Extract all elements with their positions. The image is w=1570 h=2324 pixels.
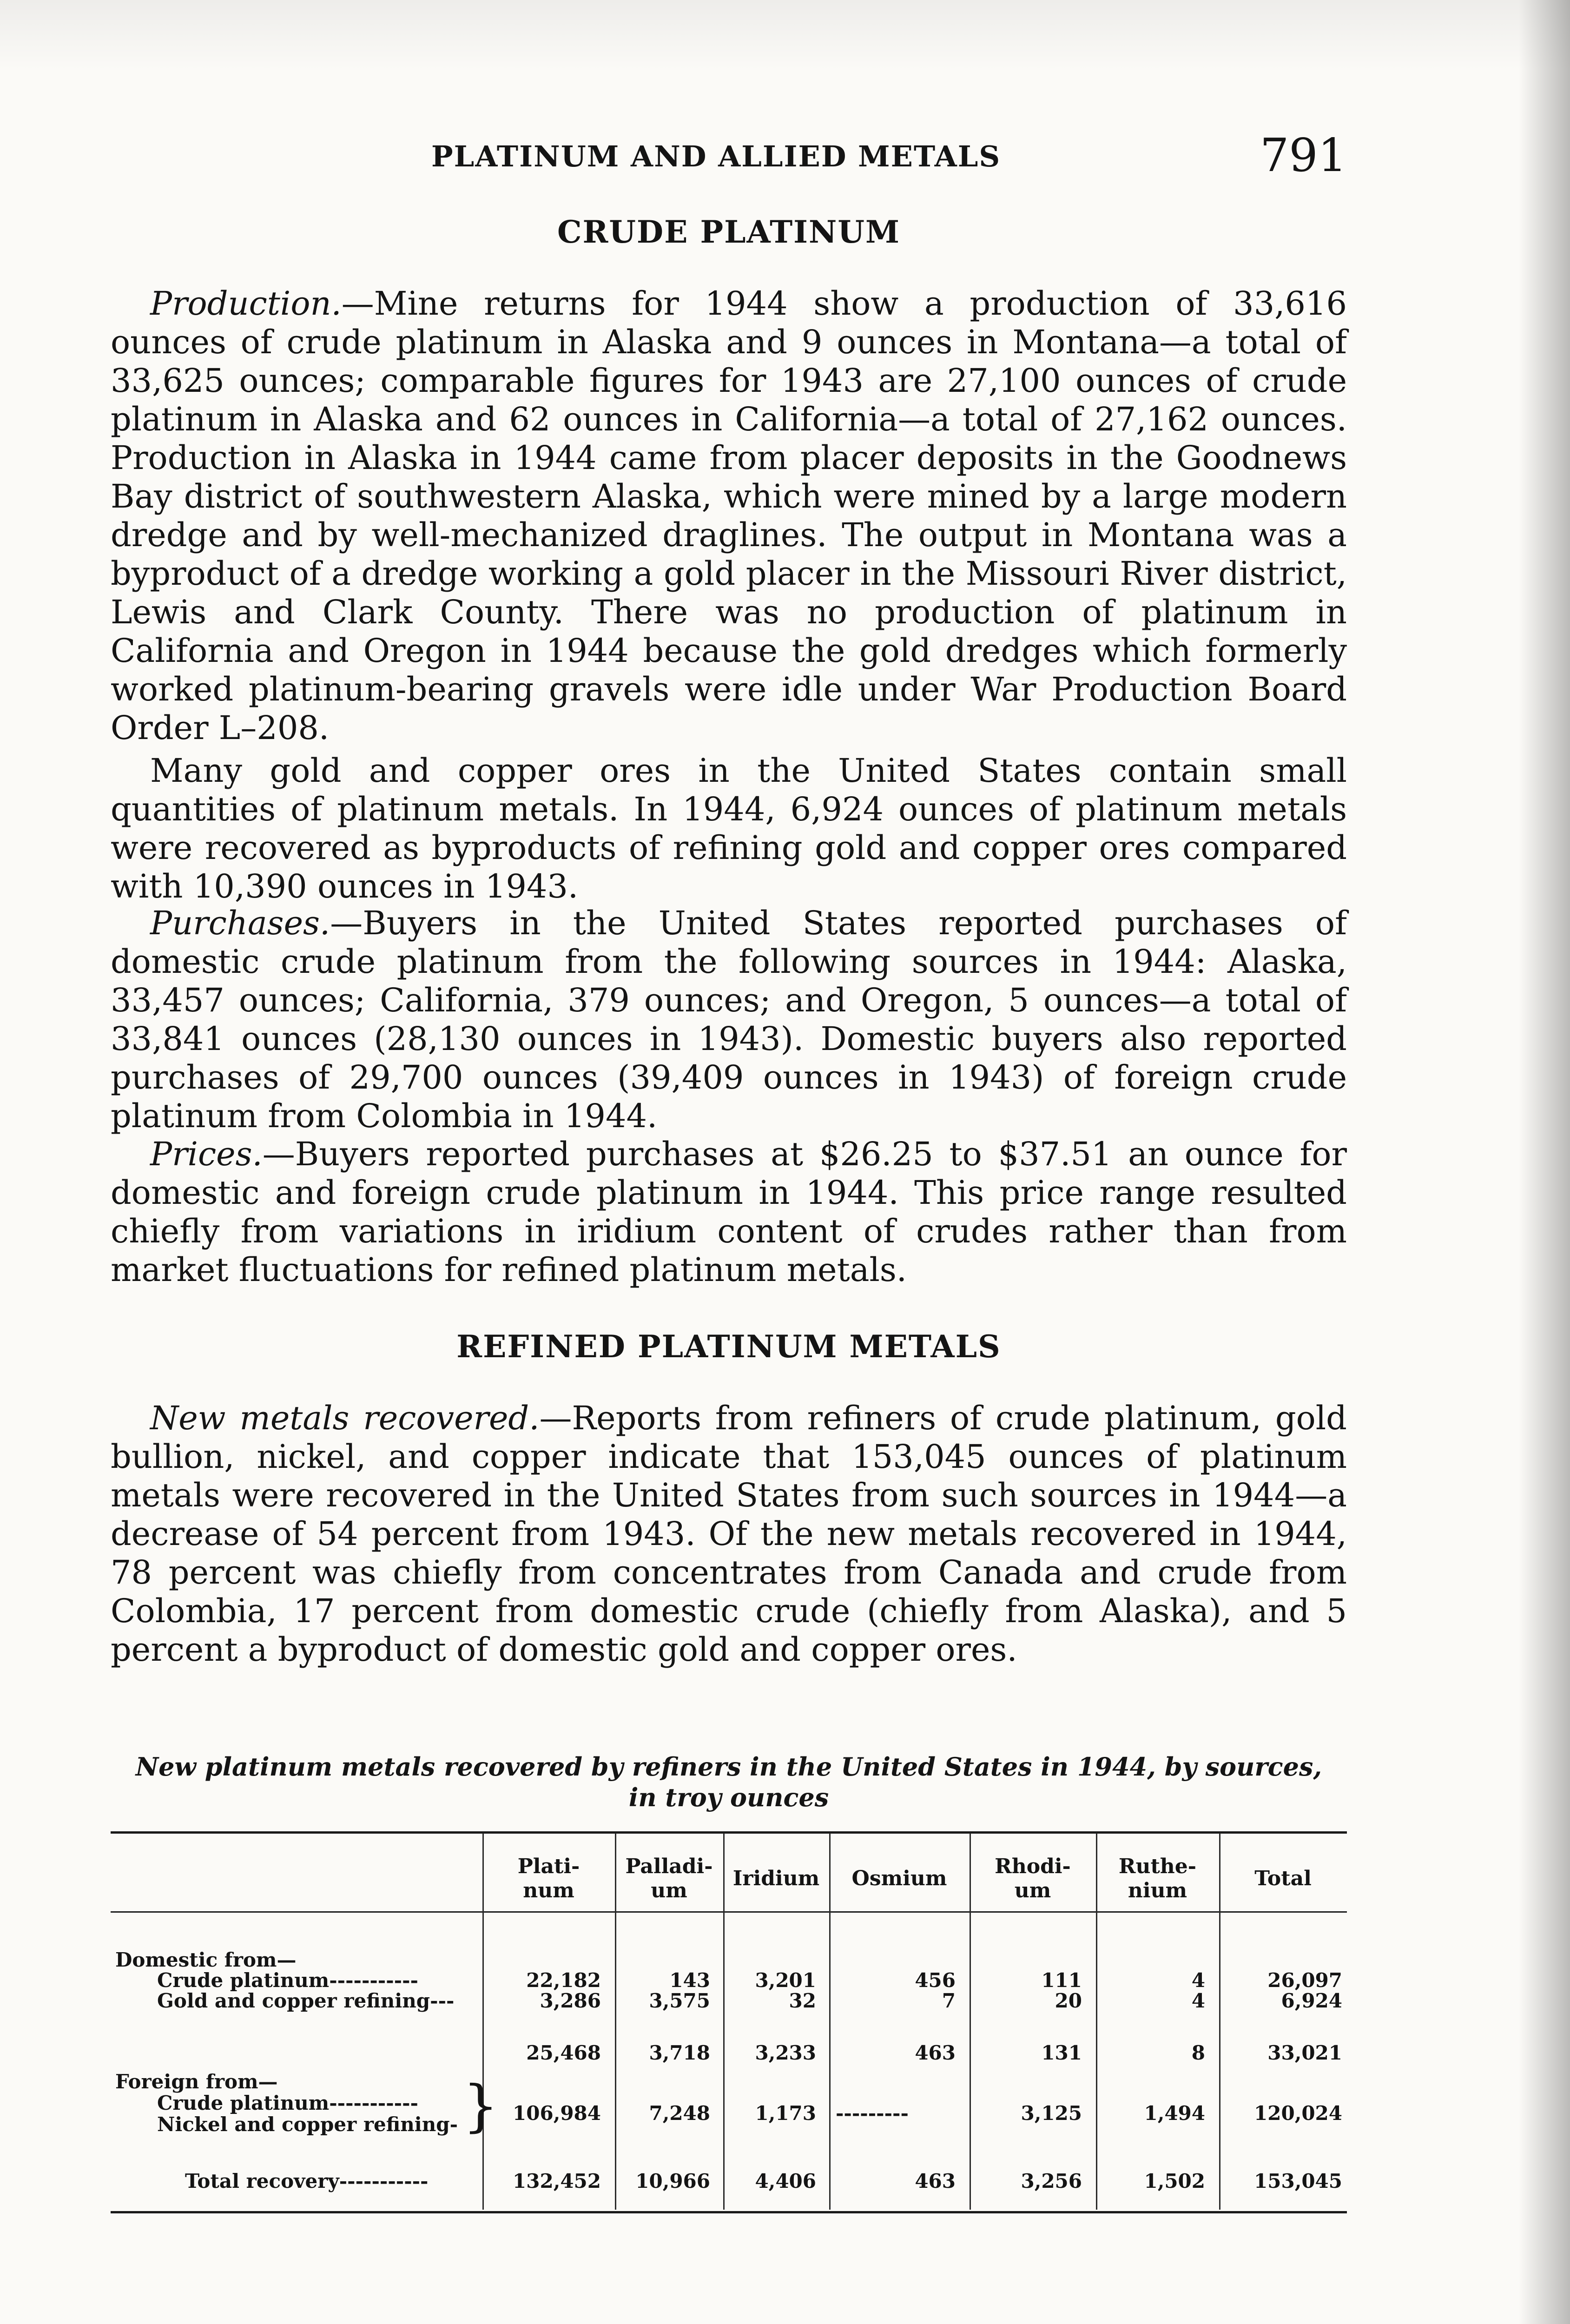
cell-value: 120,024	[1254, 2102, 1342, 2125]
cell-value: 8	[1191, 2041, 1205, 2064]
cell-value: 143	[669, 1969, 710, 1992]
running-title: PLATINUM AND ALLIED METALS	[431, 139, 1001, 173]
row-label-foreign-nickel	[157, 2113, 464, 2136]
col-header-platinum	[482, 1855, 615, 1903]
section-heading-refined: REFINED PLATINUM METALS	[456, 1328, 1001, 1365]
cell-value: 3,233	[755, 2041, 816, 2064]
table-top-rule	[111, 1831, 1347, 1834]
row-label-text: Total recovery	[185, 2170, 339, 2192]
row-label-text: Nickel and copper refining	[157, 2113, 450, 2136]
cell-value: 32	[789, 1989, 816, 2012]
cell-value: 3,201	[755, 1969, 816, 1992]
cell-value: 3,125	[1021, 2102, 1082, 2125]
cell-value: 1,494	[1144, 2102, 1205, 2125]
paragraph-prices	[111, 1135, 1347, 1289]
cell-value: 1,502	[1144, 2170, 1205, 2192]
col-header-palladium-line2: um	[651, 1879, 687, 1902]
running-head	[111, 129, 1347, 180]
page	[111, 0, 1347, 2324]
leader-dots: -----------	[329, 2092, 418, 2114]
cell-value: 26,097	[1267, 1969, 1342, 1992]
lead-new-metals: New metals recovered.	[150, 1399, 540, 1437]
paragraph-production	[111, 284, 1347, 747]
table-header-rule	[111, 1911, 1347, 1913]
row-label-text: Crude platinum	[157, 2092, 330, 2114]
row-label-total	[185, 2170, 473, 2193]
cell-value: 7,248	[649, 2102, 710, 2125]
leader-dots: ---	[430, 1989, 455, 2012]
text-production: —Mine returns for 1944 show a production of 33,616 ounces of crude platinum in Alaska and 9 ounces in Montana—a total of 33,625 ounces; comparable figures for 1943 are 27,100 ounces of crude platinum in Alaska and 62 ounces in California—a total of 27,162 ounces. Production in Alaska in 1944 came from placer deposits in the Goodnews Bay district of southwestern Alaska, which were mined by a large modern dredge and by well-mechanized draglines. The output in Montana was a byproduct of a dredge working a gold placer in the Missouri River district, Lewis and Clark County. There was no production of platinum in California and Oregon in 1944 because the gold dredges which formerly worked platinum-bearing gravels were idle under War Production Board Order L–208.	[111, 284, 1347, 747]
cell-value: 153,045	[1254, 2170, 1342, 2192]
lead-purchases: Purchases.	[150, 904, 330, 942]
leader-dots: -	[449, 2113, 458, 2136]
text-purchases: —Buyers in the United States reported purchases of domestic crude platinum from the following sources in 1944: Alaska, 33,457 ounces; California, 379 ounces; and Oregon, 5 ounces—a total of 33,841 ounces (28,130 ounces in 1943). Domestic buyers also reported purchases of 29,700 ounces (39,409 ounces in 1943) of foreign crude platinum from Colombia in 1944.	[111, 904, 1347, 1135]
brace-symbol: }	[463, 2074, 499, 2139]
cell-value: 7	[942, 1989, 956, 2012]
cell-value: 4,406	[755, 2170, 816, 2192]
col-header-iridium: Iridium	[732, 1867, 820, 1890]
row-label-foreign-crude	[157, 2092, 464, 2115]
col-header-palladium-line1: Palladi-	[625, 1855, 713, 1878]
cell-value: 456	[915, 1969, 956, 1992]
cell-value: 22,182	[526, 1969, 601, 1992]
page-number: 791	[1260, 129, 1347, 182]
table-caption-line2: in troy ounces	[628, 1783, 829, 1812]
lead-prices: Prices.	[150, 1135, 263, 1173]
row-label-text: Gold and copper refining	[157, 1989, 430, 2012]
text-ores: Many gold and copper ores in the United States contain small quantities of platinum metals. In 1944, 6,924 ounces of platinum metals were recovered as byproducts of refining gold and copper ores compared with 10,390 ounces in 1943.	[111, 752, 1347, 905]
cell-value: 106,984	[513, 2102, 601, 2125]
cell-value: 3,256	[1021, 2170, 1082, 2192]
cell-value: 463	[915, 2041, 956, 2064]
group-label-domestic: Domestic from—	[115, 1948, 297, 1971]
cell-value: 6,924	[1281, 1989, 1342, 2012]
col-header-ruthenium	[1096, 1855, 1219, 1903]
cell-value: 33,021	[1267, 2041, 1342, 2064]
col-header-rhodium-line1: Rhodi-	[995, 1855, 1071, 1878]
cell-value: 1,173	[755, 2102, 816, 2125]
scan-right-edge-shading	[1519, 0, 1570, 2324]
section-heading-crude: CRUDE PLATINUM	[557, 214, 900, 250]
row-label-text: Crude platinum	[157, 1969, 330, 1992]
col-header-rhodium	[970, 1855, 1096, 1903]
col-header-total: Total	[1254, 1867, 1312, 1890]
paragraph-purchases	[111, 904, 1347, 1136]
cell-value: 4	[1191, 1969, 1205, 1992]
cell-value: 3,575	[649, 1989, 710, 2012]
col-header-palladium	[615, 1855, 723, 1903]
col-header-ruthenium-line1: Ruthe-	[1118, 1855, 1197, 1878]
cell-value: 131	[1041, 2041, 1082, 2064]
cell-value: 4	[1191, 1989, 1205, 2012]
paragraph-ores	[111, 752, 1347, 906]
cell-value: 132,452	[513, 2170, 601, 2192]
cell-value: 111	[1041, 1969, 1082, 1992]
leader-dots: -----------	[339, 2170, 429, 2192]
table-bottom-rule	[111, 2211, 1347, 2213]
table-caption	[111, 1751, 1347, 1813]
col-header-ruthenium-line2: nium	[1128, 1879, 1187, 1902]
cell-value: 25,468	[526, 2041, 601, 2064]
cell-empty-dashes: ---------	[836, 2102, 909, 2125]
row-label-domestic-gold	[157, 1989, 478, 2013]
table-caption-line1: New platinum metals recovered by refiners in the United States in 1944, by sources,	[135, 1752, 1322, 1782]
group-label-foreign: Foreign from—	[115, 2070, 278, 2093]
leader-dots: -----------	[329, 1969, 418, 1992]
cell-value: 463	[915, 2170, 956, 2192]
cell-value: 10,966	[635, 2170, 710, 2192]
row-label-domestic-crude	[157, 1969, 473, 1992]
lead-production: Production.	[150, 284, 342, 323]
col-header-osmium: Osmium	[851, 1867, 947, 1890]
col-header-platinum-line1: Plati-	[517, 1855, 580, 1878]
col-header-platinum-line2: num	[523, 1879, 574, 1902]
paragraph-new-metals	[111, 1399, 1347, 1669]
cell-value: 3,718	[649, 2041, 710, 2064]
text-new-metals: —Reports from refiners of crude platinum, gold bullion, nickel, and copper indicate that 153,045 ounces of platinum metals were recovered in the United States from such sources in 1944—a decrease of 54 percent from 1943. Of the new metals recovered in 1944, 78 percent was chiefly from concentrates from Canada and crude from Colombia, 17 percent from domestic crude (chiefly from Alaska), and 5 percent a byproduct of domestic gold and copper ores.	[111, 1399, 1347, 1669]
cell-value: 20	[1055, 1989, 1082, 2012]
cell-value: 3,286	[540, 1989, 601, 2012]
text-prices: —Buyers reported purchases at $26.25 to $37.51 an ounce for domestic and foreign crude platinum in 1944. This price range resulted chiefly from variations in iridium content of crudes rather than from market fluctuations for refined platinum metals.	[111, 1135, 1347, 1289]
col-header-rhodium-line2: um	[1014, 1879, 1051, 1902]
